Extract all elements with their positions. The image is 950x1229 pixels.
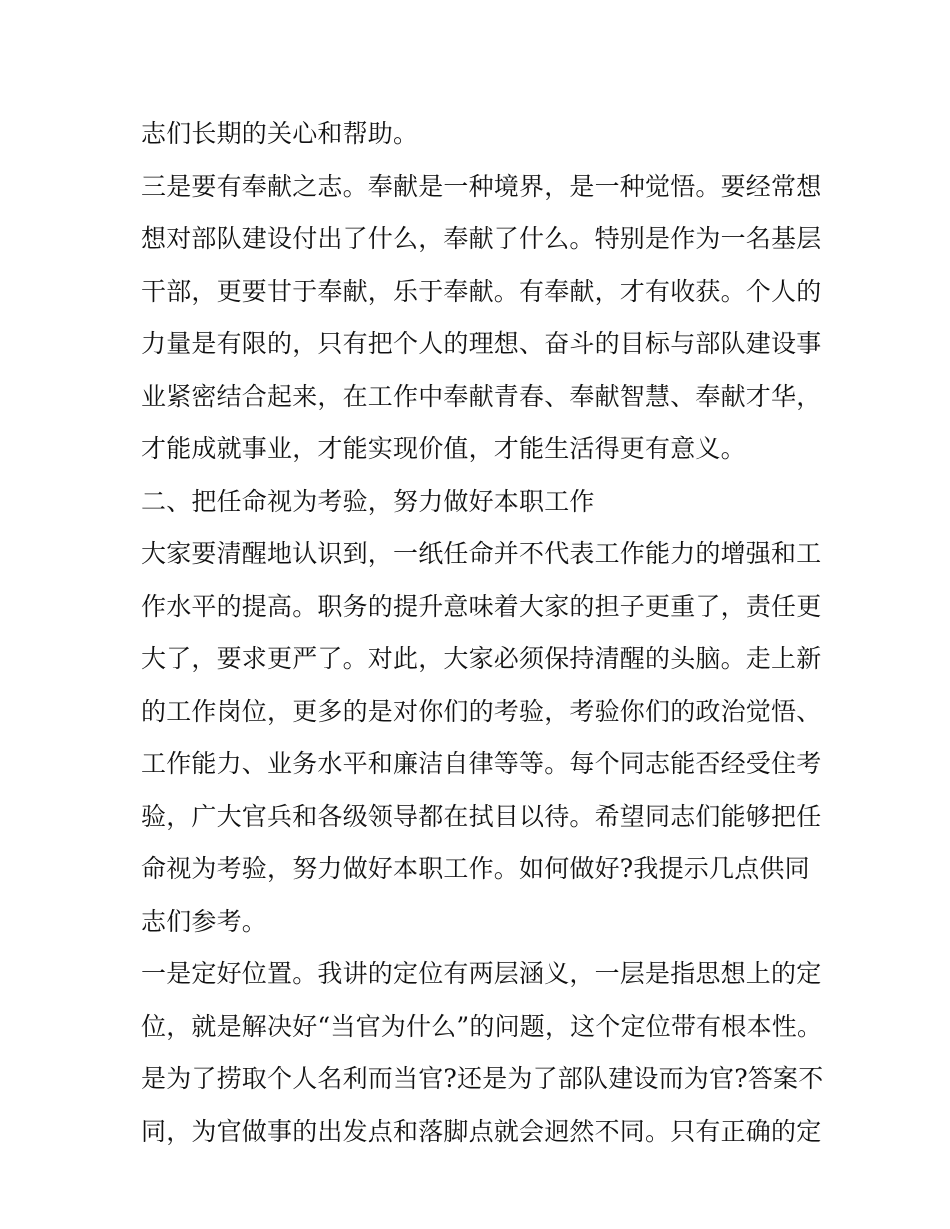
text-line: 命视为考验，努力做好本职工作。如何做好?我提示几点供同 bbox=[141, 854, 810, 883]
text-line: 工作能力、业务水平和廉洁自律等等。每个同志能否经受住考 bbox=[141, 749, 822, 778]
text-line: 三是要有奉献之志。奉献是一种境界，是一种觉悟。要经常想 bbox=[141, 171, 822, 201]
text-line: 志们长期的关心和帮助。 bbox=[141, 119, 419, 148]
text-line: 验，广大官兵和各级领导都在拭目以待。希望同志们能够把任 bbox=[141, 801, 822, 831]
section-heading: 二、把任命视为考验，努力做好本职工作 bbox=[141, 486, 595, 516]
text-line: 同，为官做事的出发点和落脚点就会迥然不同。只有正确的定 bbox=[141, 1116, 822, 1146]
text-line: 想对部队建设付出了什么，奉献了什么。特别是作为一名基层 bbox=[141, 224, 822, 253]
text-line: 干部，更要甘于奉献，乐于奉献。有奉献，才有收获。个人的 bbox=[141, 276, 822, 306]
text-line: 作水平的提高。职务的提升意味着大家的担子更重了，责任更 bbox=[141, 591, 822, 621]
document-body bbox=[141, 108, 824, 1158]
text-line: 大了，要求更严了。对此，大家必须保持清醒的头脑。走上新 bbox=[141, 644, 822, 673]
text-line: 是为了捞取个人名利而当官?还是为了部队建设而为官?答案不 bbox=[141, 1064, 824, 1093]
text-line: 一是定好位置。我讲的定位有两层涵义，一层是指思想上的定 bbox=[141, 959, 822, 988]
text-line: 业紧密结合起来，在工作中奉献青春、奉献智慧、奉献才华， bbox=[141, 381, 822, 411]
text-line: 力量是有限的，只有把个人的理想、奋斗的目标与部队建设事 bbox=[141, 329, 822, 358]
text-line: 志们参考。 bbox=[141, 906, 268, 936]
text-line: 位，就是解决好“当官为什么”的问题，这个定位带有根本性。 bbox=[141, 1011, 823, 1041]
text-line: 的工作岗位，更多的是对你们的考验，考验你们的政治觉悟、 bbox=[141, 696, 822, 726]
text-line: 才能成就事业，才能实现价值，才能生活得更有意义。 bbox=[141, 434, 746, 463]
text-line: 大家要清醒地认识到，一纸任命并不代表工作能力的增强和工 bbox=[141, 539, 822, 568]
